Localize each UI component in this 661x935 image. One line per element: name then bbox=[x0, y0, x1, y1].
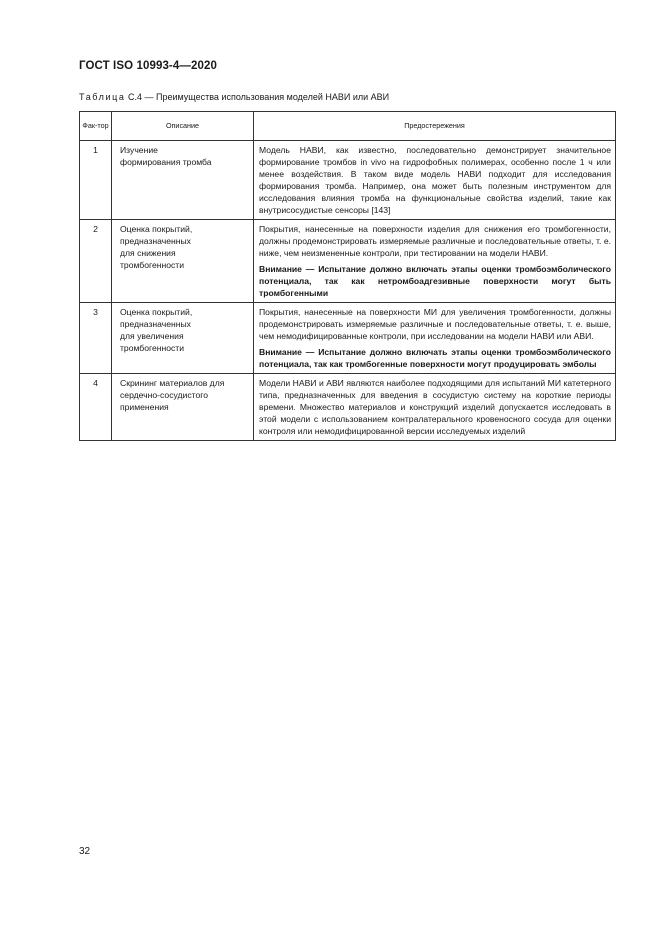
description-line: сердечно-сосудистого bbox=[120, 390, 208, 400]
description-line: Оценка покрытий, bbox=[120, 307, 193, 317]
warning-text: Модели НАВИ и АВИ являются наиболее подходящими для испытаний МИ катетерного типа, предназначенных для введения в сосудистую систему на короткие периоды времени. Множество материалов и конструкций изделий допускается исследовать в этой модели с использованием контралатерального кровеносного сосуда для оценки контроля или немодифицированной версии исследуемых изделий bbox=[259, 378, 611, 436]
warning-text: Модель НАВИ, как известно, последовательно демонстрирует значительное формирование тромбов in vivo на гидрофобных полимерах, особенно после 1 ч или менее воздействия. В таком виде модель НАВИ подходит для исследования формирования тромба. Например, она может быть полезным инструментом для исследования влияния тромба на функциональные свойства изделий, такие как внутрисосудистые сенсоры [143] bbox=[259, 145, 611, 215]
table-row bbox=[80, 141, 616, 220]
description-line: тромбогенности bbox=[120, 260, 185, 270]
warning-text: Покрытия, нанесенные на поверхности МИ для увеличения тромбогенности, должны продемонстрировать измеряемые различные и последовательные ответы, т. е. выше, чем немодифицированные контроли, при исследовании на модели НАВИ или АВИ. bbox=[259, 307, 611, 341]
warning-text: Внимание — Испытание должно включать этапы оценки тромбоэмболического потенциала, так как тромбогенные поверхности могут продуцировать эмболы bbox=[259, 347, 611, 369]
row-factor-number: 1 bbox=[80, 141, 112, 220]
warning-paragraph bbox=[259, 377, 611, 437]
description-line: Изучение bbox=[120, 145, 158, 155]
table-caption bbox=[79, 92, 389, 102]
row-factor-number: 4 bbox=[80, 374, 112, 441]
description-line: для снижения bbox=[120, 248, 176, 258]
row-warnings bbox=[254, 220, 616, 303]
row-warnings bbox=[254, 374, 616, 441]
warning-paragraph bbox=[259, 223, 611, 259]
table-header-row bbox=[80, 112, 616, 141]
header-warnings: Предостережения bbox=[254, 112, 616, 141]
warning-text: Внимание — Испытание должно включать этапы оценки тромбоэмболического потенциала, так как нетромбоадгезивные поверхности могут быть тромбогенными bbox=[259, 264, 611, 298]
row-warnings bbox=[254, 141, 616, 220]
table-row bbox=[80, 374, 616, 441]
row-warnings bbox=[254, 303, 616, 374]
row-factor-number: 3 bbox=[80, 303, 112, 374]
description-line: Скрининг материалов для bbox=[120, 378, 225, 388]
description-line: Оценка покрытий, bbox=[120, 224, 193, 234]
row-factor-number: 2 bbox=[80, 220, 112, 303]
page-number: 32 bbox=[79, 846, 91, 857]
table-row bbox=[80, 220, 616, 303]
table-body bbox=[80, 141, 616, 441]
description-line: предназначенных bbox=[120, 236, 191, 246]
row-description bbox=[112, 141, 254, 220]
header-factor: Фак-тор bbox=[80, 112, 112, 141]
row-description bbox=[112, 374, 254, 441]
table-caption-label: Таблица bbox=[79, 92, 126, 102]
row-description bbox=[112, 303, 254, 374]
description-line: для увеличения bbox=[120, 331, 184, 341]
header-description: Описание bbox=[112, 112, 254, 141]
table-caption-text: С.4 — Преимущества использования моделей НАВИ или АВИ bbox=[125, 92, 390, 102]
warning-attention-note bbox=[259, 263, 611, 299]
table-row bbox=[80, 303, 616, 374]
description-line: тромбогенности bbox=[120, 343, 185, 353]
warning-text: Покрытия, нанесенные на поверхности изделия для снижения его тромбогенности, должны продемонстрировать измеряемые различные и последовательные ответы, т. е. ниже, чем неизмененные контроли, при тестировании на модели НАВИ. bbox=[259, 224, 611, 258]
description-line: формирования тромба bbox=[120, 157, 212, 167]
warning-attention-note bbox=[259, 346, 611, 370]
document-id-header: ГОСТ ISO 10993-4—2020 bbox=[79, 60, 217, 72]
row-description bbox=[112, 220, 254, 303]
description-line: применения bbox=[120, 402, 169, 412]
warning-paragraph bbox=[259, 144, 611, 216]
description-line: предназначенных bbox=[120, 319, 191, 329]
warning-paragraph bbox=[259, 306, 611, 342]
advantages-table bbox=[79, 111, 616, 441]
